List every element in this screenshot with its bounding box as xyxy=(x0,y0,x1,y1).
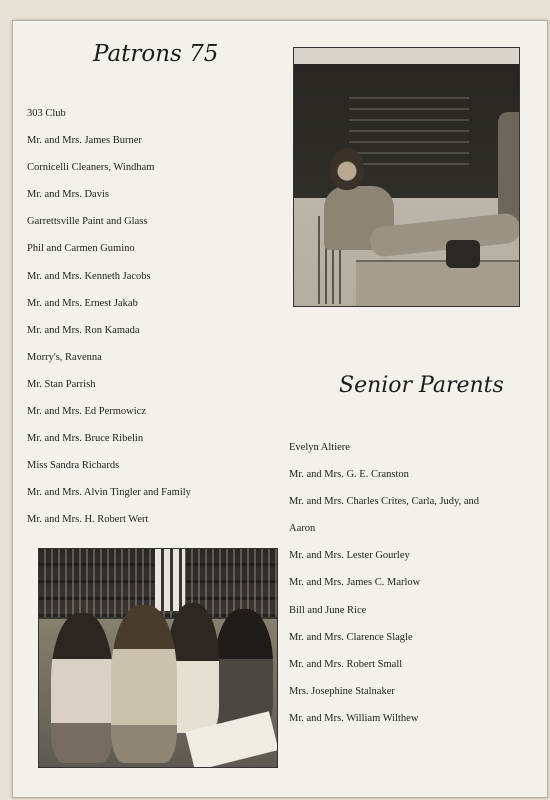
senior-parents-list xyxy=(289,441,479,739)
patron-entry: Mr. and Mrs. Ernest Jakab xyxy=(27,297,138,309)
standing-figure xyxy=(498,112,520,222)
students-photo xyxy=(38,548,278,768)
seated-figure-head xyxy=(330,148,364,190)
patron-entry: Mr. Stan Parrish xyxy=(27,378,96,390)
senior-parents-heading: Senior Parents xyxy=(339,373,504,398)
desk xyxy=(356,260,520,307)
patron-entry: 303 Club xyxy=(27,108,66,119)
parent-entry: Mr. and Mrs. G. E. Cranston xyxy=(289,469,409,481)
patron-entry: Mr. and Mrs. Ron Kamada xyxy=(27,324,140,336)
yearbook-page xyxy=(12,20,548,798)
patron-entry: Mr. and Mrs. Kenneth Jacobs xyxy=(27,270,151,282)
window xyxy=(155,549,185,611)
patron-entry: Mr. and Mrs. James Burner xyxy=(27,135,142,147)
parent-entry: Mr. and Mrs. Lester Gourley xyxy=(289,550,410,562)
parent-entry: Mrs. Josephine Stalnaker xyxy=(289,685,395,697)
parent-entry: Mr. and Mrs. Charles Crites, Carla, Judy, and xyxy=(289,496,480,508)
patrons-heading: Patrons 75 xyxy=(93,41,219,67)
parent-entry: Mr. and Mrs. William Wilthew xyxy=(289,712,419,724)
student-figure xyxy=(51,613,113,763)
parent-entry: Mr. and Mrs. Clarence Slagle xyxy=(289,631,413,643)
patron-entry: Cornicelli Cleaners, Windham xyxy=(27,162,155,174)
patron-entry: Morry's, Ravenna xyxy=(27,351,102,363)
parent-entry: Aaron xyxy=(289,523,316,535)
patron-entry: Garrettsville Paint and Glass xyxy=(27,216,148,228)
patron-entry: Mr. and Mrs. Bruce Ribelin xyxy=(27,433,144,445)
patron-entry: Phil and Carmen Gumino xyxy=(27,243,135,255)
desk-object xyxy=(446,240,480,268)
patron-entry: Mr. and Mrs. Davis xyxy=(27,189,109,201)
student-figure xyxy=(215,609,273,729)
patron-entry: Mr. and Mrs. Ed Permowicz xyxy=(27,406,146,418)
parent-entry: Mr. and Mrs. Robert Small xyxy=(289,658,403,670)
parent-entry: Bill and June Rice xyxy=(289,604,367,616)
patron-entry: Mr. and Mrs. H. Robert Wert xyxy=(27,514,149,526)
classroom-photo xyxy=(293,47,520,307)
patrons-list xyxy=(27,107,191,541)
patron-entry: Miss Sandra Richards xyxy=(27,460,120,472)
parent-entry: Mr. and Mrs. James C. Marlow xyxy=(289,577,421,589)
chalkboard-writing xyxy=(349,88,469,168)
patron-entry: Mr. and Mrs. Alvin Tingler and Family xyxy=(27,487,191,499)
student-figure xyxy=(111,605,177,763)
parent-entry: Evelyn Altiere xyxy=(289,442,350,453)
